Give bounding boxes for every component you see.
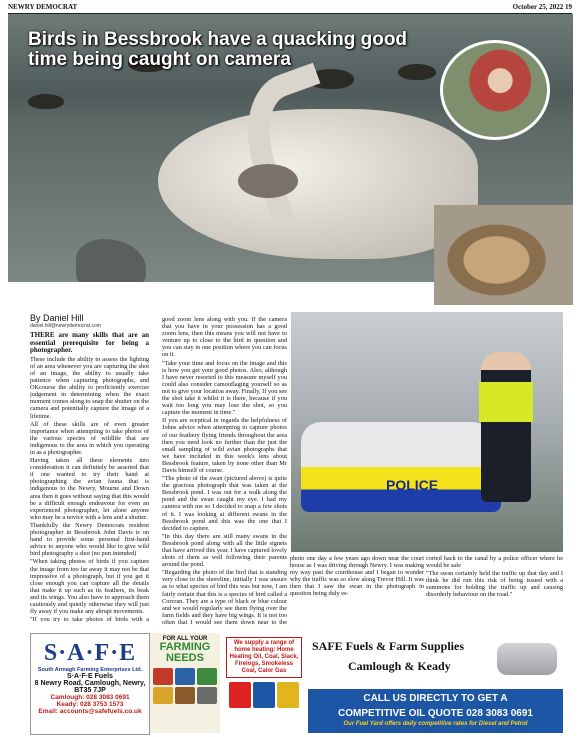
safe-fuels: S·A·F·E Fuels [67,673,113,680]
safe-email: Email: accounts@safefuels.co.uk [38,708,142,715]
masthead [8,3,572,14]
feed-bag-icon [153,668,173,685]
swan-head [238,164,298,198]
safe-company: South Armagh Farming Enterprises Ltd. [37,667,143,673]
article-lead: THERE are many skills that are an essential prerequisite for being a photographer. [30,332,149,355]
farming-advert [150,633,220,733]
police-officer [481,352,531,502]
paragraph: All of these skills are of even greater importance when attempting to take photos of the various species of wildlife that are indigenous to the area in which you operating in as a photographer. [30,420,149,456]
hi-vis-vest [479,382,533,422]
paragraph: good zoom lens along with you. If the camera that you have in your possession has a good zoom lens, then this means you will not have to venture up to close to the bird in question and you can stay in one position where you can focus on it. [162,316,287,359]
safe-logo: S·A·F·E [43,640,137,666]
article-column-1 [30,332,149,622]
call-line-1: CALL US DIRECTLY TO GET A [363,693,508,704]
call-banner [308,689,563,733]
call-line-2[interactable]: COMPETITIVE OIL QUOTE 028 3083 0691 [338,708,533,719]
paragraph: corted back to the canal by a police officer where he would be safe [426,555,563,570]
fuel-bag-icon [277,682,299,708]
fuel-yard-line: Our Fuel Yard offers daily competitive rates for Diesel and Petrol [343,721,528,727]
duck-shape [28,94,64,109]
safe-advert [30,633,150,735]
paragraph: "The photo of the swan (pictured above) is quite the gracious photograph that was taken at the Bessbrook pond. I was out for a walk along the pond and the swan caught my eye. I had my camera with me so I decided to snap a few shots of it. I was looking at different swans in the Bessbrook pond and this was the one that I decided to capture. [162,475,287,532]
safe-fuels-locations: Camlough & Keady [348,659,451,673]
paper-name: NEWRY DEMOCRAT [8,3,78,11]
farming-top: FOR ALL YOUR [162,636,208,642]
paragraph: "In this day there are still many swans in the Bessbrook pond along with all the little signets that have arrived this year. I have captured lovely shots of them as well following their parents around the pond. [162,532,287,569]
heating-text: We supply a range of home heating: Home Heating Oil, Coal, Slack, Firelogs, Smokeless Coal, Calor Gas [226,637,302,678]
paragraph: "The swan certainly held the traffic up that day and I think he did run this risk of being issued with a summons for holding the traffic up and causing disorderly behaviour on the road." [426,570,563,599]
feed-bag-icon [153,687,173,704]
article-column-4 [426,555,563,625]
author-email[interactable]: daniel.hill@newrydemocrat.com [30,323,101,329]
fuel-bag-icon [253,682,275,708]
fuel-bag-icon [229,682,251,708]
paragraph: If you are sceptical in regards the helpfulness of Johns advice when attempting to capture photos of our feathery flying friends throughout the area then you need look no further than the just the small sampling of wild avian photographs that we have included in this week's lens about Bessbrook feature, taken by none other than Mr Davis himself of course. [162,417,287,474]
heating-advert [223,633,305,733]
safe-fuels-title: SAFE Fuels & Farm Supplies [312,639,465,653]
paragraph: Thankfully the Newry Democrats resident photographer in Bessbrook John Davis is on hand to provide some personal first-hand advice to anyone who would like to give wild bird photography a shot (no pun intended) [30,521,149,558]
safe-phone-camlough: Camlough: 028 3083 0691 [50,694,130,701]
safe-address: 8 Newry Road, Camlough, Newry, BT35 7JP [34,680,146,694]
feed-bag-icon [197,687,217,704]
feed-bag-icon [175,687,195,704]
photographer-portrait [440,40,550,140]
safe-phone-keady: Keady: 028 3753 1573 [56,701,124,708]
fuel-tanker-image [497,643,557,675]
feed-bag-icon [175,668,195,685]
paragraph: "Regarding the photo of the bird that is standing very close to the shoreline, initially I was unsure as to what species of bird this was but now, I am fairly certain that this is a species of bird called a Corcran. They are a type of black or blue colour and we would regularly see them flying over the farm fields and they have big wings. It is not too often that I would see them down near to the [162,569,287,626]
article-column-2 [162,316,287,626]
paragraph: Having taken all these elements into consideration it can definitely be asserted that if one wanted to try their hand at photographing the avian fauna that is indigenous to the Newry, Mourne and Down area then it goes without saying that this would be a difficult enough endeavour for even an experienced photographer, let alone anyone who may be a novice with a lens and a shutter. [30,457,149,521]
feed-bag-icon [197,668,217,685]
safe-fuels-advert [308,633,563,733]
headline: Birds in Bessbrook have a quacking good time being caught on camera [28,29,408,70]
police-car [301,422,501,512]
police-car-label: POLICE [386,477,439,493]
issue-date-page: October 25, 2022 19 [512,3,572,11]
byline: By Daniel Hill [30,313,84,323]
police-swan-photo [291,312,563,552]
feed-bags [150,668,220,704]
paragraph: These include the ability to assess the lighting of an area whenever you are capturing the shot of an image, the ability to usually take patience when capturing photographs, and OKcourse the ability to proficiently exercise judgement in determining when the exact moment comes along to snap the shutter on the camera and potentially capture the image of a lifetime. [30,355,149,420]
paragraph: photo one day a few years ago down near the court house as I was driving through Newry. I was making my way past the courthouse and I began to wonder why the traffic was so slow along Trevor Hill. It was then that I saw the swan in the photograph in question being duly es- [290,555,424,598]
thrush-photo [434,205,573,305]
paragraph: "When taking photos of birds if you capture the image from too far away it may not be that impressive of a photograph, but if you get it close enough you can capture all the details that make it up such as its feathers, its beak and its wings. You also have to approach them cautiously and quietly otherwise they will just fly away if you make any abrupt movements. [30,558,149,616]
farming-big: FARMING NEEDS [159,641,211,664]
advert-banner [30,633,563,733]
article-column-3 [290,555,424,625]
fuel-bags [223,682,305,708]
paragraph: "If you try to take photos of birds with a [30,616,149,622]
paragraph: "Take your time and focus on the image and this is how you get your good photos. Also, although I have never resorted to this measure myself you could also consider camouflaging yourself so as not to give your location away. Finally, If you see the shot take it whilst it is there, because if you wait too long you may lose the shot, so you capture the moment in time." [162,359,287,417]
